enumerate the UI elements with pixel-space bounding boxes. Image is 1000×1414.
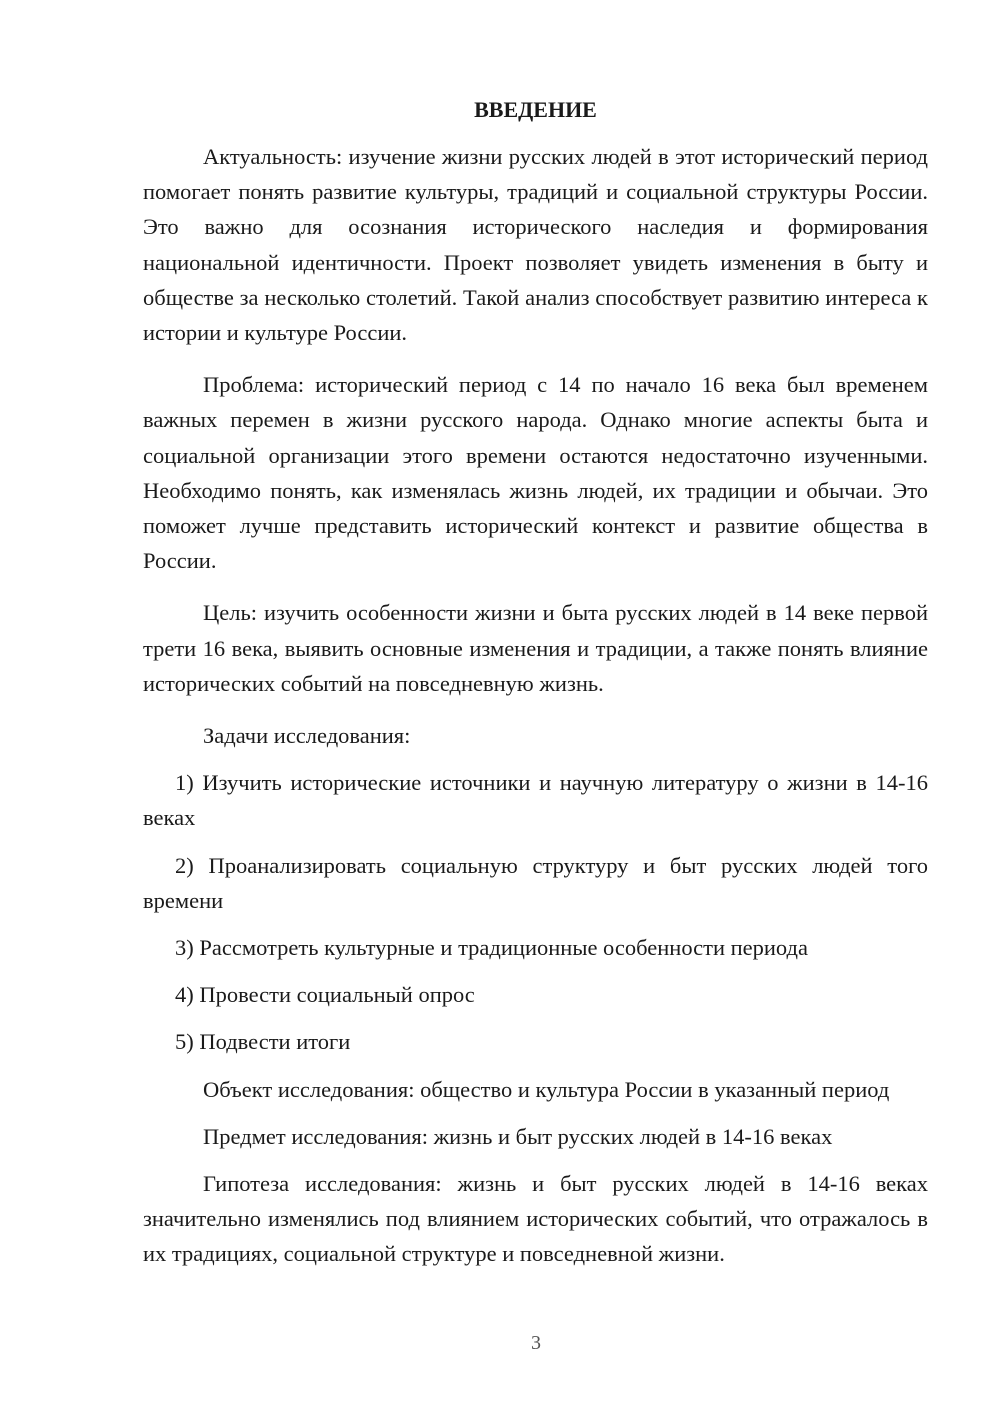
- task-item-3: 3) Рассмотреть культурные и традиционные особенности периода: [175, 935, 808, 961]
- page-number: 3: [531, 1332, 541, 1354]
- tasks-title: Задачи исследования:: [203, 723, 411, 749]
- task-item-5: 5) Подвести итоги: [175, 1029, 351, 1055]
- paragraph-hypothesis: Гипотеза исследования: жизнь и быт русских людей в 14-16 веках значительно изменялись под влиянием исторических событий, что отражалось в их традициях, социальной структуре и повседневной жизни.: [143, 1171, 928, 1267]
- task-item-4: 4) Провести социальный опрос: [175, 982, 475, 1008]
- task-item-1: 1) Изучить исторические источники и научную литературу о жизни в 14-16 веках: [143, 770, 928, 831]
- paragraph-problem: Проблема: исторический период с 14 по начало 16 века был временем важных перемен в жизни русского народа. Однако многие аспекты быта и социальной организации этого времени остаются недостаточно изученными. Необходимо понять, как изменялась жизнь людей, их традиции и обычаи. Это поможет лучше представить исторический контекст и развитие общества в России.: [143, 372, 928, 574]
- paragraph-subject: Предмет исследования: жизнь и быт русских людей в 14-16 веках: [203, 1123, 833, 1149]
- paragraph-object: Объект исследования: общество и культура России в указанный период: [203, 1076, 890, 1102]
- paragraph-goal: Цель: изучить особенности жизни и быта русских людей в 14 веке первой трети 16 века, выявить основные изменения и традиции, а также понять влияние исторических событий на повседневную жизнь.: [143, 600, 928, 696]
- task-item-2: 2) Проанализировать социальную структуру и быт русских людей того времени: [143, 852, 928, 913]
- document-page: [143, 92, 928, 1272]
- section-heading: ВВЕДЕНИЕ: [474, 97, 597, 122]
- paragraph-relevance: Актуальность: изучение жизни русских людей в этот исторический период помогает понять развитие культуры, традиций и социальной структуры России. Это важно для осознания исторического наследия и формирования национальной идентичности. Проект позволяет увидеть изменения в быту и обществе за несколько столетий. Такой анализ способствует развитию интереса к истории и культуре России.: [143, 144, 928, 346]
